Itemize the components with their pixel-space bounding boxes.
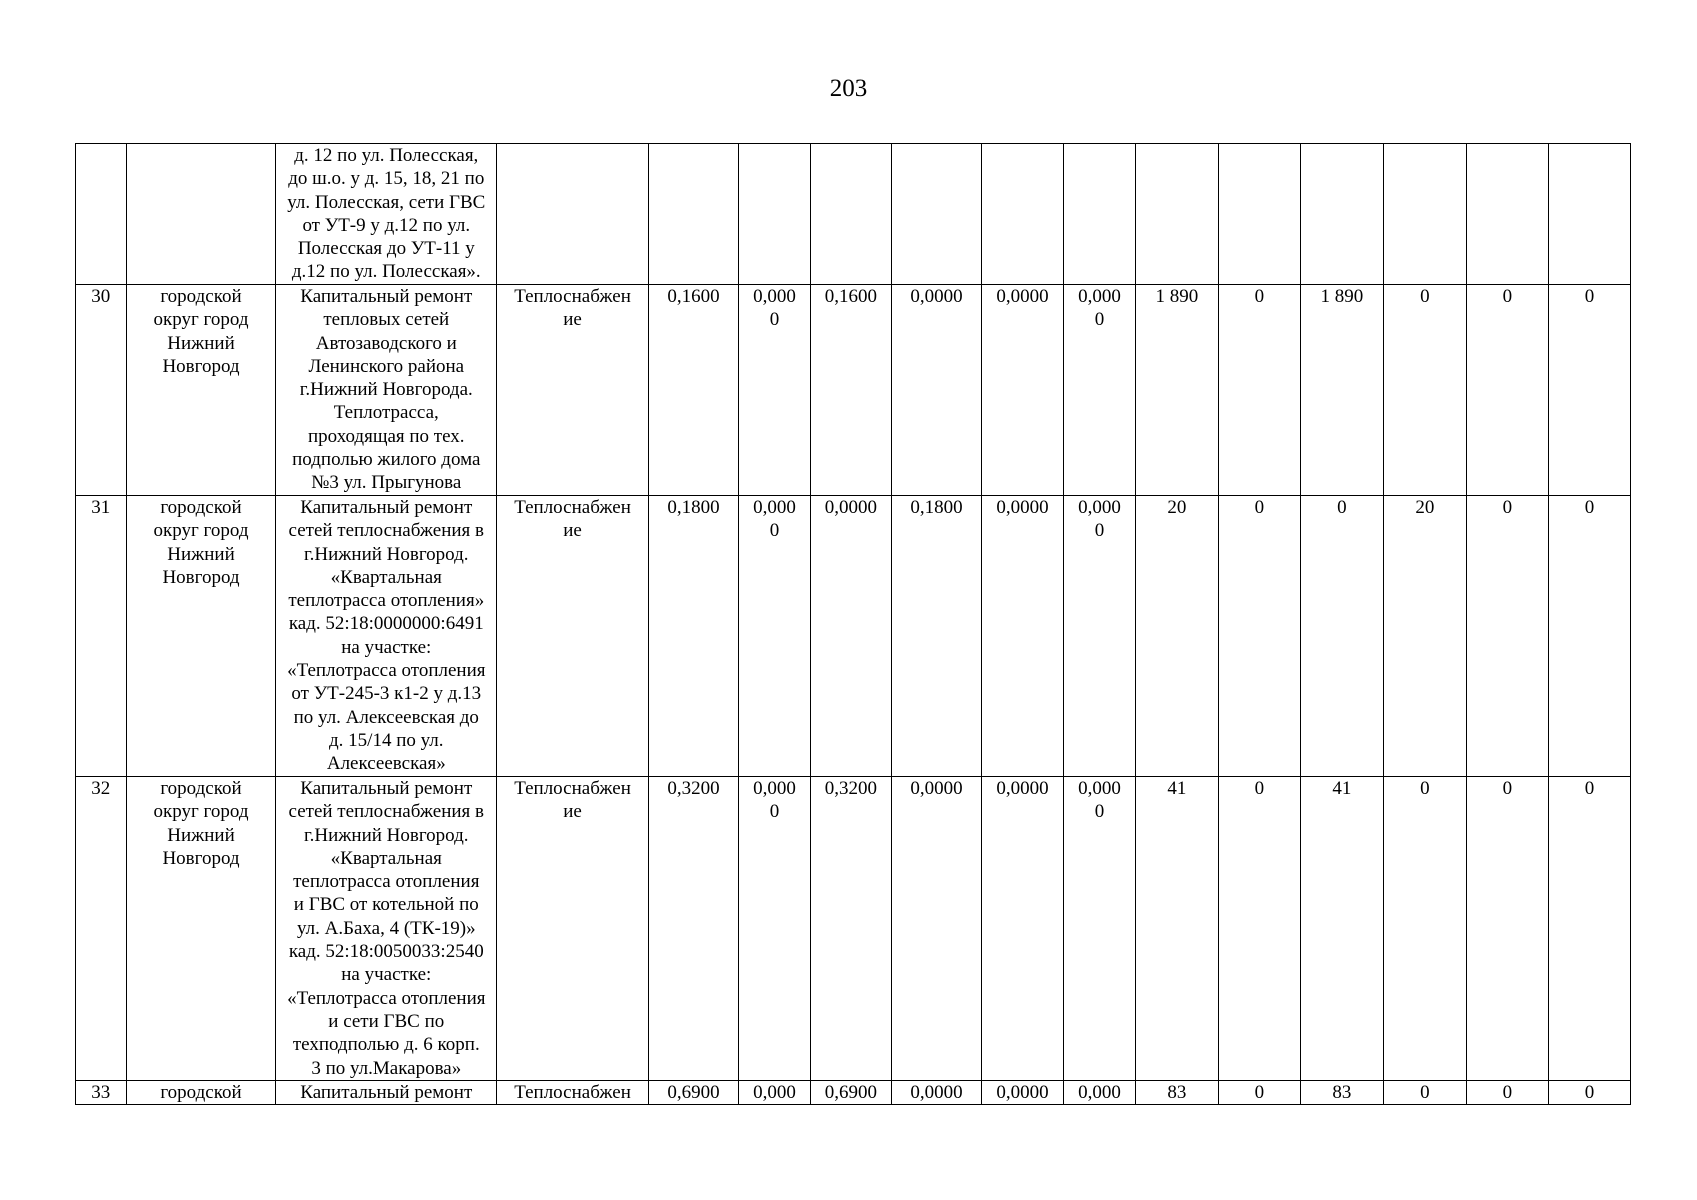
cell-value: 0,0000 — [982, 777, 1064, 1081]
cell-value: 0,000 0 — [1064, 777, 1136, 1081]
cell-sector: Теплоснабжен ие — [497, 777, 649, 1081]
cell-sector: Теплоснабжен — [497, 1081, 649, 1105]
cell-value: 0,1800 — [648, 496, 738, 777]
cell-value: 0,000 0 — [739, 496, 811, 777]
cell-number — [76, 144, 127, 285]
cell-value: 0,000 0 — [739, 285, 811, 496]
cell-value: 0,000 0 — [1064, 285, 1136, 496]
cell-municipality: городской — [126, 1081, 276, 1105]
cell-value: 0,000 — [1064, 1081, 1136, 1105]
cell-sector: Теплоснабжен ие — [497, 285, 649, 496]
cell-value: 83 — [1135, 1081, 1218, 1105]
cell-value — [891, 144, 981, 285]
cell-number: 33 — [76, 1081, 127, 1105]
cell-value: 0,0000 — [891, 285, 981, 496]
cell-value — [648, 144, 738, 285]
cell-value — [1064, 144, 1136, 285]
cell-project-name: Капитальный ремонт тепловых сетей Автозаводского и Ленинского района г.Нижний Новгорода. Теплотрасса, проходящая по тех. подполью жилого дома №3 ул. Прыгунова — [276, 285, 497, 496]
cell-sector: Теплоснабжен ие — [497, 496, 649, 777]
cell-value — [1383, 144, 1466, 285]
cell-value: 0,0000 — [891, 777, 981, 1081]
cell-value: 0 — [1548, 1081, 1630, 1105]
cell-value: 0 — [1218, 1081, 1300, 1105]
cell-sector — [497, 144, 649, 285]
cell-project-name: д. 12 по ул. Полесская, до ш.о. у д. 15, 18, 21 по ул. Полесская, сети ГВС от УТ-9 у д.12 по ул. Полесская до УТ-11 у д.12 по ул. Полесская». — [276, 144, 497, 285]
cell-value — [1300, 144, 1383, 285]
cell-value: 20 — [1135, 496, 1218, 777]
cell-value: 0 — [1383, 1081, 1466, 1105]
cell-value: 20 — [1383, 496, 1466, 777]
cell-value: 83 — [1300, 1081, 1383, 1105]
cell-project-name: Капитальный ремонт — [276, 1081, 497, 1105]
cell-number: 31 — [76, 496, 127, 777]
table-row — [76, 777, 1631, 1081]
cell-value: 0 — [1466, 285, 1548, 496]
investment-program-table — [75, 143, 1631, 1105]
cell-value: 1 890 — [1135, 285, 1218, 496]
cell-value: 0 — [1466, 1081, 1548, 1105]
cell-value: 0,000 0 — [1064, 496, 1136, 777]
cell-value: 0 — [1548, 496, 1630, 777]
cell-value — [739, 144, 811, 285]
page-number: 203 — [829, 75, 868, 102]
cell-value: 0,1600 — [810, 285, 891, 496]
cell-value: 0 — [1466, 777, 1548, 1081]
cell-value: 0,000 0 — [739, 777, 811, 1081]
cell-value: 0,0000 — [982, 1081, 1064, 1105]
cell-value — [1466, 144, 1548, 285]
cell-value: 0,0000 — [891, 1081, 981, 1105]
table-row-continuation — [76, 144, 1631, 285]
cell-value: 0,0000 — [982, 285, 1064, 496]
cell-value: 0 — [1300, 496, 1383, 777]
cell-number: 32 — [76, 777, 127, 1081]
cell-value: 0,1600 — [648, 285, 738, 496]
cell-value: 0 — [1548, 285, 1630, 496]
table-row — [76, 1081, 1631, 1105]
cell-value — [1218, 144, 1300, 285]
cell-value: 0,3200 — [648, 777, 738, 1081]
cell-value: 1 890 — [1300, 285, 1383, 496]
cell-value — [1135, 144, 1218, 285]
cell-value: 0 — [1218, 285, 1300, 496]
cell-value: 0,0000 — [810, 496, 891, 777]
table-row — [76, 496, 1631, 777]
cell-value: 0 — [1383, 777, 1466, 1081]
cell-value: 41 — [1300, 777, 1383, 1081]
cell-value — [982, 144, 1064, 285]
cell-value: 0 — [1218, 496, 1300, 777]
cell-value: 0 — [1466, 496, 1548, 777]
cell-project-name: Капитальный ремонт сетей теплоснабжения в г.Нижний Новгород. «Квартальная теплотрасса отопления и ГВС от котельной по ул. А.Баха, 4 (ТК-19)» кад. 52:18:0050033:2540 на участке: «Теплотрасса отопления и сети ГВС по техподполью д. 6 корп. 3 по ул.Макарова» — [276, 777, 497, 1081]
cell-value: 0 — [1548, 777, 1630, 1081]
table-body — [76, 144, 1631, 1105]
cell-value: 0,6900 — [810, 1081, 891, 1105]
cell-project-name: Капитальный ремонт сетей теплоснабжения в г.Нижний Новгород. «Квартальная теплотрасса отопления» кад. 52:18:0000000:6491 на участке: «Теплотрасса отопления от УТ-245-3 к1-2 у д.13 по ул. Алексеевская до д. 15/14 по ул. Алексеевская» — [276, 496, 497, 777]
cell-value — [810, 144, 891, 285]
cell-value: 0,0000 — [982, 496, 1064, 777]
cell-value: 0,6900 — [648, 1081, 738, 1105]
table-row — [76, 285, 1631, 496]
cell-value: 0 — [1383, 285, 1466, 496]
cell-value: 0,1800 — [891, 496, 981, 777]
cell-number: 30 — [76, 285, 127, 496]
cell-value: 0,000 — [739, 1081, 811, 1105]
cell-municipality: городской округ город Нижний Новгород — [126, 496, 276, 777]
cell-value: 41 — [1135, 777, 1218, 1081]
cell-value: 0 — [1218, 777, 1300, 1081]
cell-municipality: городской округ город Нижний Новгород — [126, 285, 276, 496]
cell-municipality — [126, 144, 276, 285]
cell-municipality: городской округ город Нижний Новгород — [126, 777, 276, 1081]
cell-value: 0,3200 — [810, 777, 891, 1081]
cell-value — [1548, 144, 1630, 285]
